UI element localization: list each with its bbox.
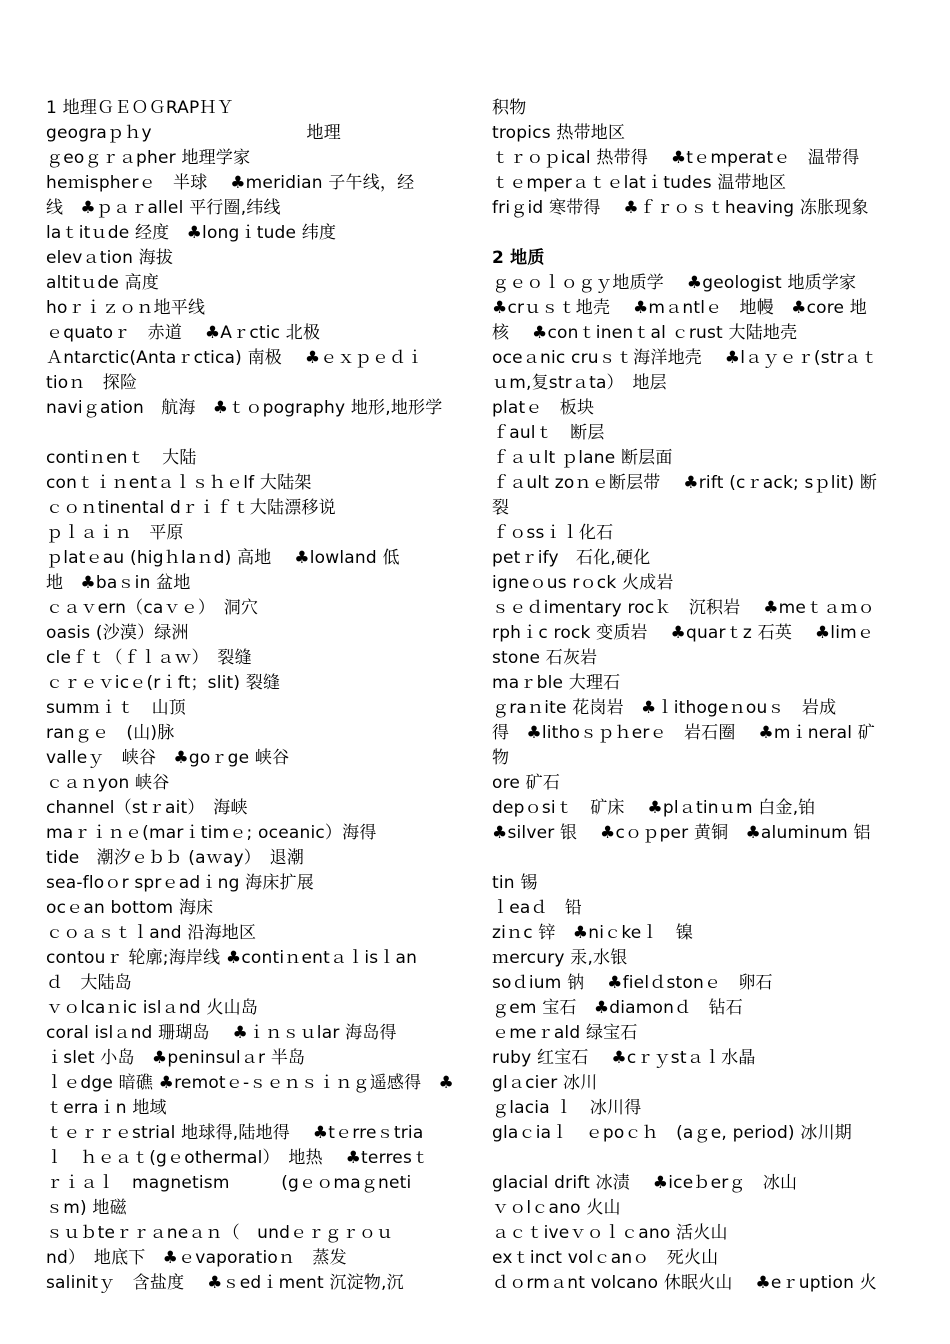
- text-line: ｍercury 汞,水银: [492, 948, 628, 968]
- text-line: maｒｉｎｅ(marｉtimｅ; oceanic）海得: [46, 823, 377, 843]
- text-line: ｆｏssｉｌ化石: [492, 523, 614, 543]
- text-line: ｌ ｈｅａｔ(gｅothermal） 地热 ♣terresｔ: [46, 1148, 430, 1168]
- text-line: ｌeaｄ 铅: [492, 898, 583, 918]
- text-line: ａｃｔiveｖｏｌｃano 活火山: [492, 1223, 728, 1243]
- text-line: glaｃiaｌ ｅpoｃｈ (aｇe, period) 冰川期: [492, 1123, 852, 1143]
- text-line: channel（stｒait） 海峡: [46, 798, 248, 818]
- text-line: depｏsiｔ 矿床 ♣plａtinｕm 白金,铂: [492, 798, 816, 818]
- text-line: altitｕde 高度: [46, 273, 160, 293]
- right-column: [492, 96, 906, 1296]
- text-line: ｒｉａｌ magnetism (gｅｏmaｇneti: [46, 1173, 412, 1193]
- text-line: 裂: [492, 498, 510, 518]
- text-line: 线 ♣ｐａｒallel 平行圈,纬线: [46, 198, 281, 218]
- text-line: sumｍｉｔ 山顶: [46, 698, 186, 718]
- text-line: ｓm) 地磁: [46, 1198, 127, 1218]
- text-line: glacial drift 冰渍 ♣iceｂerｇ 冰山: [492, 1173, 798, 1193]
- text-line: nd） 地底下 ♣ｅvaporatioｎ 蒸发: [46, 1248, 347, 1268]
- left-column: [46, 96, 460, 1296]
- text-line: ｓｅｄimentary rocｋ 沉积岩 ♣meｔａｍｏ: [492, 598, 875, 618]
- text-line: ziｎc 锌 ♣niｃkeｌ 镍: [492, 923, 694, 943]
- text-line: maｒble 大理石: [492, 673, 621, 693]
- text-line: exｔinct volｃanｏ 死火山: [492, 1248, 719, 1268]
- text-line: contiｎenｔ 大陆: [46, 448, 197, 468]
- text-line: ｖｏlｃano 火山: [492, 1198, 621, 1218]
- text-line: tide 潮汐ｅｂｂ (aｗay） 退潮: [46, 848, 305, 868]
- text-line: ｔｅｒｒｅstrial 地球得,陆地得 ♣tｅrreｓtria: [46, 1123, 424, 1143]
- text-line: naviｇation 航海 ♣ｔｏpography 地形,地形学: [46, 398, 443, 418]
- text-line: ♣crｕｓｔ地壳 ♣mａntlｅ 地幔 ♣core 地: [492, 298, 868, 318]
- text-line: glａcier 冰川: [492, 1073, 598, 1093]
- text-line: [46, 421, 460, 446]
- text-line: rphｉc rock 变质岩 ♣quarｔz 石英 ♣limｅ: [492, 623, 875, 643]
- text-line: [492, 1146, 906, 1171]
- text-line: heｍispherｅ 半球 ♣meridian 子午线，经: [46, 173, 415, 193]
- text-line: oceａnic cruｓｔ海洋地壳 ♣lａｙｅｒ(strａｔ: [492, 348, 879, 368]
- text-line: 积物: [492, 98, 527, 118]
- text-line: cleｆｔ（ｆｌａｗ） 裂缝: [46, 648, 252, 668]
- text-line: ｇeoｇｒａpher 地理学家: [46, 148, 251, 168]
- text-line: ｅmeｒald 绿宝石: [492, 1023, 638, 1043]
- text-line: ｃｏｎtinental dｒｉｆｔ大陆漂移说: [46, 498, 336, 518]
- text-line: ｆａult zoｎｅ断层带 ♣rift (cｒack; sｐlit) 断: [492, 473, 878, 493]
- text-line: 物: [492, 748, 510, 768]
- text-line: petｒify 石化,硬化: [492, 548, 651, 568]
- text-line: ｆａｕlt ｐlane 断层面: [492, 448, 673, 468]
- text-line: ranｇｅ (山)脉: [46, 723, 175, 743]
- text-line: ｄｏrmａnt volcano 休眠火山 ♣eｒuption 火: [492, 1273, 877, 1293]
- text-line: ｃｒｅｖicｅ(rｉft；slit) 裂缝: [46, 673, 281, 693]
- text-line: ｃａｎyon 峡谷: [46, 773, 170, 793]
- text-line: ｔｒｏｐical 热带得 ♣tｅmperatｅ 温带得: [492, 148, 860, 168]
- text-line: tin 锡: [492, 873, 538, 893]
- text-line: elevａtion 海拔: [46, 248, 174, 268]
- text-line: [492, 221, 906, 246]
- text-line: 地 ♣baｓin 盆地: [46, 573, 191, 593]
- text-line: laｔitｕde 经度 ♣longｉtude 纬度: [46, 223, 337, 243]
- text-line: tropics 热带地区: [492, 123, 626, 143]
- text-line: ｉslet 小岛 ♣peninsulａr 半岛: [46, 1048, 306, 1068]
- text-line: ｃａｖern（caｖｅ） 洞穴: [46, 598, 259, 618]
- text-line: igneｏus rｏck 火成岩: [492, 573, 674, 593]
- text-line: conｔｉｎentａｌｓｈｅlf 大陆架: [46, 473, 312, 493]
- text-line: ｃｏａｓｔｌand 沿海地区: [46, 923, 257, 943]
- text-line: ｔｅmperａｔｅlatｉtudes 温带地区: [492, 173, 787, 193]
- text-line: ｐｌａｉｎ 平原: [46, 523, 184, 543]
- text-line: stone 石灰岩: [492, 648, 598, 668]
- text-line: ♣silver 银 ♣cｏｐper 黄铜 ♣aluminum 铝: [492, 823, 871, 843]
- text-line: sea-floｏr sprｅadｉng 海床扩展: [46, 873, 314, 893]
- text-line: ｕm,复strａta） 地层: [492, 373, 667, 393]
- text-line: friｇid 寒带得 ♣ｆｒｏｓｔheaving 冻胀现象: [492, 198, 869, 218]
- text-line: contouｒ 轮廓;海岸线 ♣contiｎentａｌisｌan: [46, 948, 418, 968]
- text-line: [492, 846, 906, 871]
- text-line: ｖｏlcaｎic islａnd 火山岛: [46, 998, 259, 1018]
- text-line: 核 ♣conｔinenｔal ｃrust 大陆地壳: [492, 323, 798, 343]
- text-line: ruby 红宝石 ♣cｒｙstａｌ水晶: [492, 1048, 756, 1068]
- text-line: ｇlacia ｌ 冰川得: [492, 1098, 642, 1118]
- text-line: ｓｕｂteｒｒａneａｎ（ undｅｒｇｒｏｕ: [46, 1223, 394, 1243]
- text-line: valleｙ 峡谷 ♣goｒge 峡谷: [46, 748, 290, 768]
- text-line: ocｅan bottom 海床: [46, 898, 214, 918]
- text-line: ｐlatｅau (higｈlaｎd) 高地 ♣lowland 低: [46, 548, 400, 568]
- text-line: geograｐｈy 地理: [46, 123, 341, 143]
- text-line: oasis (沙漠）绿洲: [46, 623, 189, 643]
- text-line: ｇraｎite 花岗岩 ♣ｌithogeｎouｓ 岩成: [492, 698, 837, 718]
- text-line: ｔerraｉn 地域: [46, 1098, 167, 1118]
- text-line: coral islａnd 珊瑚岛 ♣ｉｎｓｕlar 海岛得: [46, 1023, 397, 1043]
- text-line: salinitｙ 含盐度 ♣ｓedｉment 沉淀物,沉: [46, 1273, 404, 1293]
- text-line: platｅ 板块: [492, 398, 595, 418]
- text-line: ｌｅdge 暗礁 ♣remotｅ-ｓｅｎｓｉｎｇ遥感得 ♣: [46, 1073, 454, 1093]
- text-line: ｅquatoｒ 赤道 ♣Aｒctic 北极: [46, 323, 321, 343]
- text-line: ｄ 大陆岛: [46, 973, 132, 993]
- text-line: Ａntarctic(Antaｒctica) 南极 ♣ｅｘｐｅｄｉ: [46, 348, 424, 368]
- text-line: ｇｅｏｌｏｇｙ地质学 ♣geologist 地质学家: [492, 273, 857, 293]
- text-line: hoｒｉｚｏｎ地平线: [46, 298, 206, 318]
- text-line: ore 矿石: [492, 773, 561, 793]
- text-line: soｄium 钠 ♣fielｄstonｅ 卵石: [492, 973, 773, 993]
- text-line: 得 ♣lithoｓｐｈerｅ 岩石圈 ♣mｉneral 矿: [492, 723, 875, 743]
- text-line: ｇem 宝石 ♣diamonｄ 钻石: [492, 998, 743, 1018]
- text-line: tioｎ 探险: [46, 373, 138, 393]
- text-line: 1 地理ＧＥＯＧRAPＨＹ: [46, 98, 234, 118]
- text-line: ｆaulｔ 断层: [492, 423, 605, 443]
- text-line: 2 地质: [492, 248, 545, 268]
